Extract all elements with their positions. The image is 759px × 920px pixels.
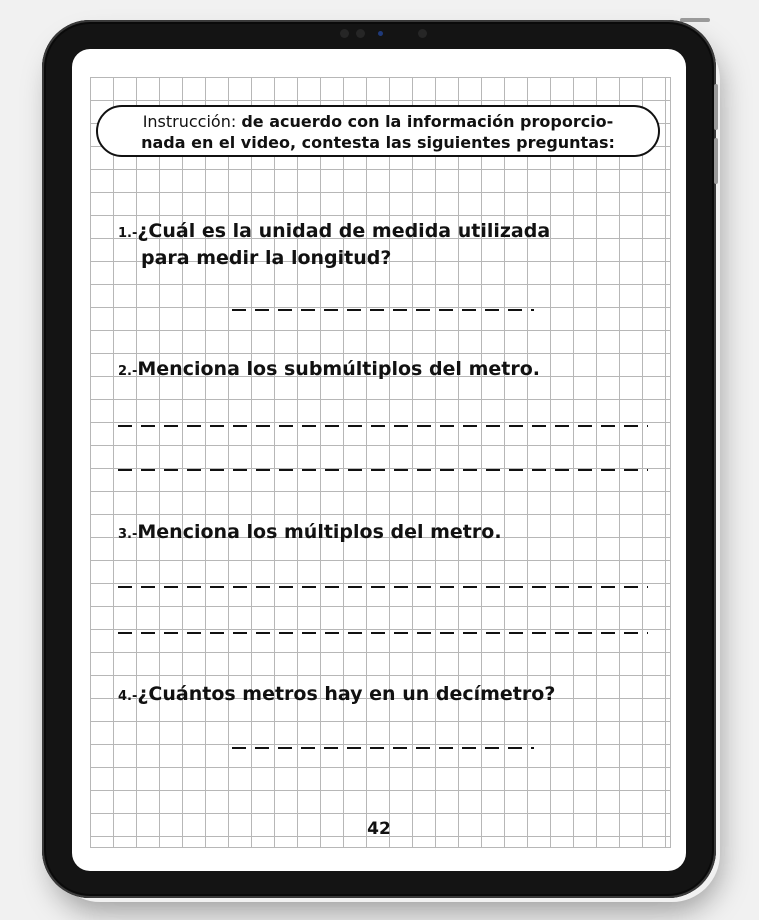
indicator-icon	[378, 31, 383, 36]
page-number: 42	[367, 819, 391, 839]
answer-blank-2a[interactable]	[118, 425, 648, 427]
question-number: 4.-	[118, 689, 138, 704]
question-text: para medir la longitud?	[141, 247, 392, 269]
instruction-text-2: nada en el video, contesta las siguientes preguntas:	[141, 133, 615, 152]
sensor-icon	[340, 29, 349, 38]
question-number: 2.-	[118, 364, 138, 379]
question-text: Menciona los múltiplos del metro.	[137, 521, 502, 543]
instruction-text-1: de acuerdo con la información proporcio-	[241, 112, 614, 131]
answer-blank-1[interactable]	[232, 309, 534, 311]
volume-down-button	[714, 138, 718, 184]
answer-blank-3a[interactable]	[118, 586, 648, 588]
camera-icon	[356, 29, 365, 38]
answer-blank-3b[interactable]	[118, 632, 648, 634]
question-4	[118, 682, 555, 709]
instruction-lead: Instrucción:	[142, 112, 237, 131]
front-camera-array	[340, 29, 430, 39]
graph-paper-grid	[90, 77, 671, 848]
sensor-icon	[418, 29, 427, 38]
answer-blank-2b[interactable]	[118, 469, 648, 471]
question-number: 3.-	[118, 527, 138, 542]
power-button	[680, 18, 710, 22]
volume-up-button	[714, 84, 718, 130]
question-1	[118, 219, 550, 270]
answer-blank-4[interactable]	[232, 747, 534, 749]
question-2	[118, 357, 540, 384]
instruction-box	[96, 105, 660, 157]
question-number: 1.-	[118, 226, 138, 241]
worksheet-page	[72, 49, 686, 871]
question-text: ¿Cuántos metros hay en un decímetro?	[137, 683, 556, 705]
question-3	[118, 520, 502, 547]
question-text: Menciona los submúltiplos del metro.	[137, 358, 540, 380]
question-text: ¿Cuál es la unidad de medida utilizada	[137, 220, 551, 242]
